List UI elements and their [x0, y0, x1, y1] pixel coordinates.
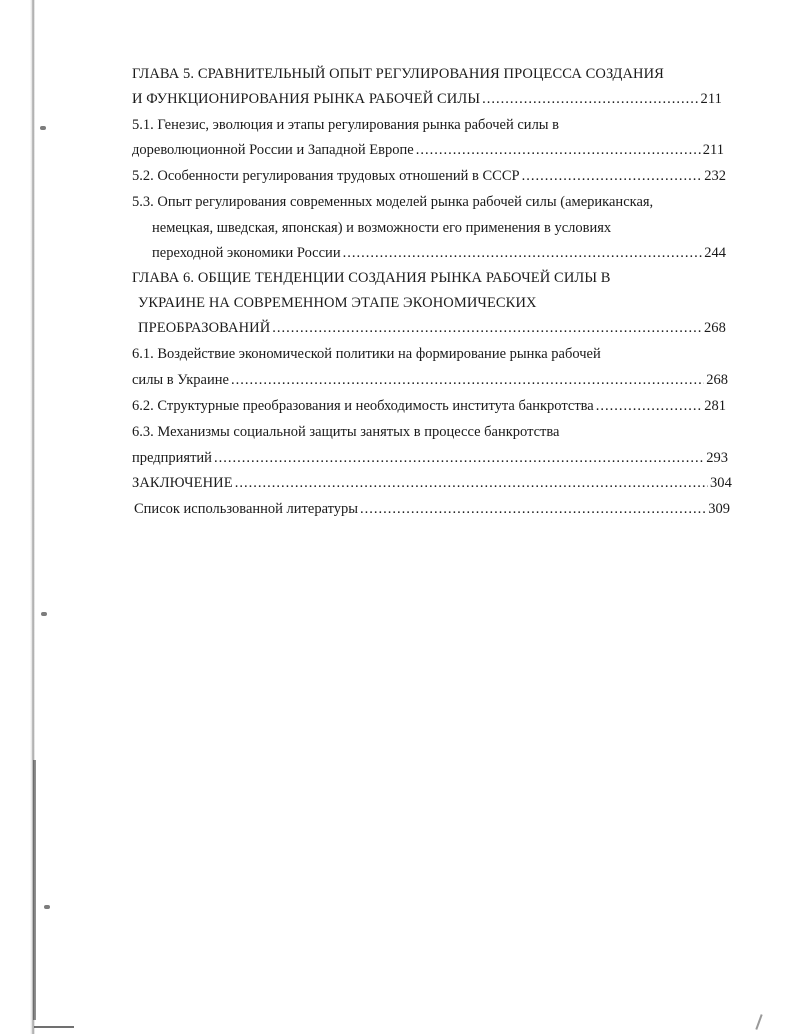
toc-leader-dots [231, 370, 704, 390]
toc-leader-dots [214, 448, 704, 468]
toc-entry-section-5-1[interactable]: дореволюционной России и Западной Европе ..... 211 [132, 140, 724, 160]
toc-entry-chapter-5[interactable]: И ФУНКЦИОНИРОВАНИЯ РЫНКА РАБОЧЕЙ СИЛЫ ..... 211 [132, 89, 722, 109]
toc-entry-section-5-2[interactable]: 5.2. Особенности регулирования трудовых отношений в СССР ..... 232 [132, 166, 726, 186]
toc-leader-dots [343, 243, 703, 263]
toc-page-number: 232 [704, 168, 726, 184]
toc-page-number: 268 [703, 320, 726, 336]
toc-section-5-3-title-line1: 5.3. Опыт регулирования современных моделей рынка рабочей силы (американская, [132, 194, 654, 210]
toc-page-number: 304 [709, 475, 732, 491]
toc-leader-dots [482, 89, 698, 109]
toc-chapter-6-title-line2: УКРАИНЕ НА СОВРЕМЕННОМ ЭТАПЕ ЭКОНОМИЧЕСКИХ [138, 295, 537, 311]
toc-page-number: 293 [706, 450, 728, 466]
toc-section-5-1-title-line1: 5.1. Генезис, эволюция и этапы регулирования рынка рабочей силы в [132, 117, 560, 133]
toc-leader-dots [360, 499, 706, 519]
toc-page-number: 211 [700, 91, 722, 107]
toc-chapter-6-title-line1: ГЛАВА 6. ОБЩИЕ ТЕНДЕНЦИИ СОЗДАНИЯ РЫНКА РАБОЧЕЙ СИЛЫ В [132, 270, 611, 286]
toc-page-number: 281 [704, 398, 726, 414]
toc-entry-conclusion[interactable]: ЗАКЛЮЧЕНИЕ ..... 304 [132, 473, 732, 493]
toc-leader-dots [235, 473, 708, 493]
toc-leader-dots [272, 318, 702, 338]
toc-page-number: 211 [702, 142, 724, 158]
toc-entry-references[interactable]: Список использованной литературы ..... 309 [134, 499, 730, 519]
toc-section-6-3-title-line1: 6.3. Механизмы социальной защиты занятых в процессе банкротства [132, 424, 560, 440]
toc-entry-section-6-1[interactable]: силы в Украине ..... 268 [132, 370, 728, 390]
toc-leader-dots [416, 140, 701, 160]
toc-leader-dots [522, 166, 703, 186]
toc-page-number: 309 [708, 501, 730, 517]
toc-chapter-5-title-line1: ГЛАВА 5. СРАВНИТЕЛЬНЫЙ ОПЫТ РЕГУЛИРОВАНИЯ ПРОЦЕССА СОЗДАНИЯ [132, 66, 664, 82]
toc-section-5-3-title-line2: немецкая, шведская, японская) и возможности его применения в условиях [152, 220, 612, 236]
toc-entry-chapter-6[interactable]: ПРЕОБРАЗОВАНИЙ ..... 268 [138, 318, 726, 338]
toc-leader-dots [596, 396, 703, 416]
toc-section-6-1-title-line1: 6.1. Воздействие экономической политики на формирование рынка рабочей [132, 346, 601, 362]
toc-entry-section-5-3[interactable]: переходной экономики России ..... 244 [152, 243, 726, 263]
toc-entry-section-6-2[interactable]: 6.2. Структурные преобразования и необходимость института банкротства ..... 281 [132, 396, 726, 416]
toc-page-number: 268 [706, 372, 728, 388]
toc-entry-section-6-3[interactable]: предприятий ..... 293 [132, 448, 728, 468]
toc-page-number: 244 [704, 245, 726, 261]
